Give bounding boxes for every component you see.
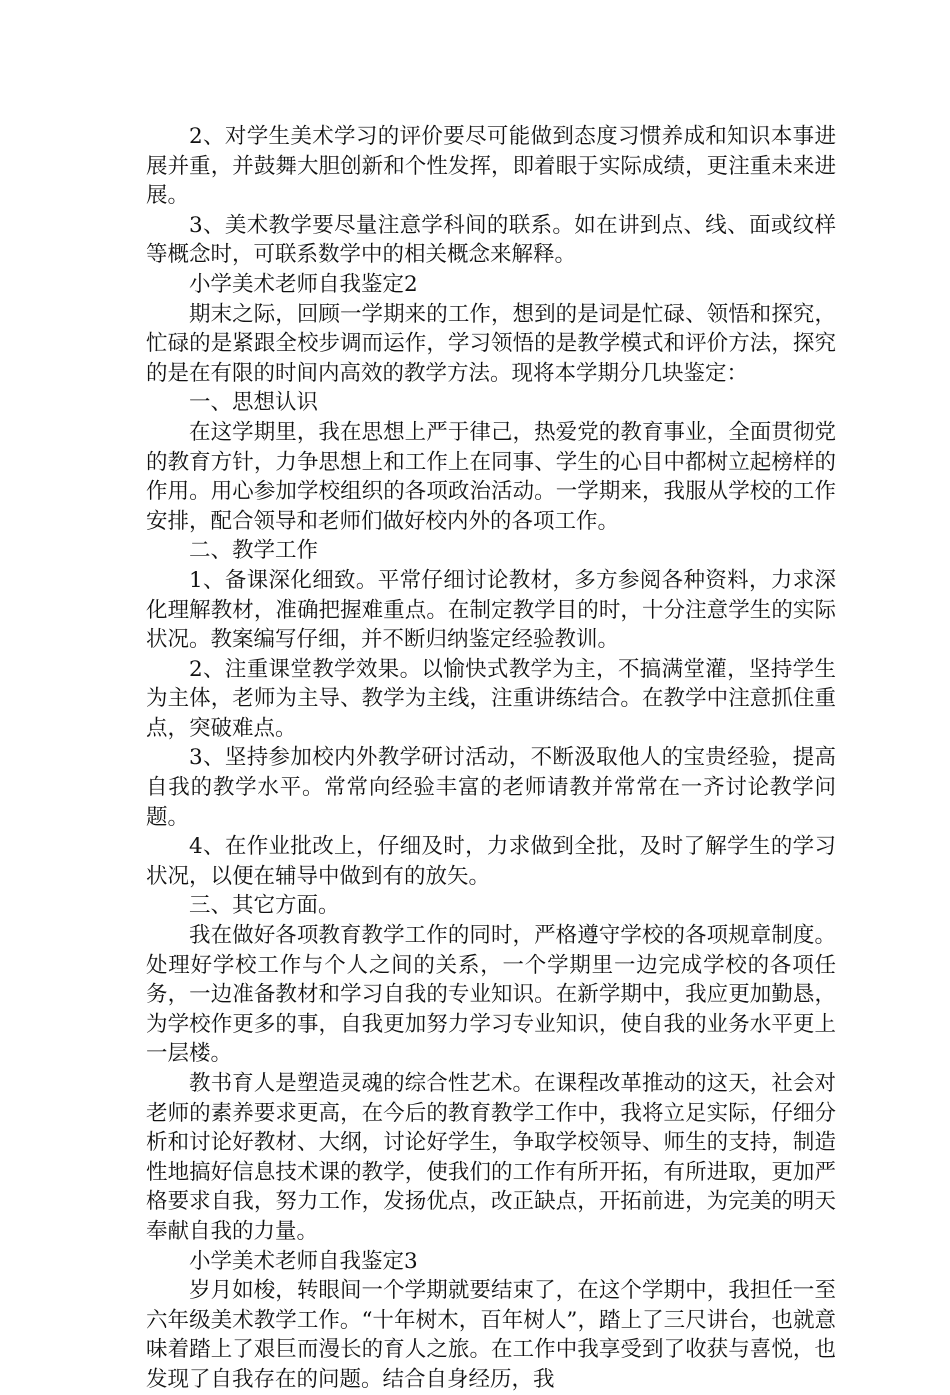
paragraph: 我在做好各项教育教学工作的同时，严格遵守学校的各项规章制度。处理好学校工作与个人之间的关系，一个学期里一边完成学校的各项任务，一边准备教材和学习自我的专业知识。在新学期中，我应更加勤恳，为学校作更多的事，自我更加努力学习专业知识，使自我的业务水平更上一层楼。	[146, 923, 836, 1067]
paragraph: 在这学期里，我在思想上严于律己，热爱党的教育事业，全面贯彻党的教育方针，力争思想上和工作上在同事、学生的心目中都树立起榜样的作用。用心参加学校组织的各项政治活动。一学期来，我服从学校的工作安排，配合领导和老师们做好校内外的各项工作。	[146, 419, 836, 534]
section-heading: 一、思想认识	[189, 390, 319, 416]
paragraph: 3、美术教学要尽量注意学科间的联系。如在讲到点、线、面或纹样等概念时，可联系数学中的相关概念来解释。	[146, 212, 836, 268]
paragraph: 2、对学生美术学习的评价要尽可能做到态度习惯养成和知识本事进展并重，并鼓舞大胆创新和个性发挥，即着眼于实际成绩，更注重未来进展。	[146, 124, 836, 209]
section-heading: 二、教学工作	[189, 538, 319, 564]
paragraph: 岁月如梭，转眼间一个学期就要结束了，在这个学期中，我担任一至六年级美术教学工作。“十年树木，百年树人”，踏上了三尺讲台，也就意味着踏上了艰巨而漫长的育人之旅。在工作中我享受到了收获与喜悦，也发现了自我存在的问题。结合自身经历，我	[146, 1278, 836, 1392]
document-body	[146, 122, 836, 1395]
paragraph: 4、在作业批改上，仔细及时，力求做到全批，及时了解学生的学习状况，以便在辅导中做到有的放矢。	[146, 834, 836, 889]
paragraph: 教书育人是塑造灵魂的综合性艺术。在课程改革推动的这天，社会对老师的素养要求更高，在今后的教育教学工作中，我将立足实际，仔细分析和讨论好教材、大纲，讨论好学生，争取学校领导、师生的支持，制造性地搞好信息技术课的教学，使我们的工作有所开拓，有所进取，更加严格要求自我，努力工作，发扬优点，改正缺点，开拓前进，为完美的明天奉献自我的力量。	[146, 1071, 836, 1244]
paragraph: 1、备课深化细致。平常仔细讨论教材，多方参阅各种资料，力求深化理解教材，准确把握难重点。在制定教学目的时，十分注意学生的实际状况。教案编写仔细，并不断归纳鉴定经验教训。	[146, 567, 836, 653]
paragraph: 2、注重课堂教学效果。以愉快式教学为主，不搞满堂灌，坚持学生为主体，老师为主导、教学为主线，注重讲练结合。在教学中注意抓住重点，突破难点。	[146, 656, 836, 741]
section-heading: 三、其它方面。	[189, 893, 340, 919]
paragraph: 期末之际，回顾一学期来的工作，想到的是词是忙碌、领悟和探究，忙碌的是紧跟全校步调而运作，学习领悟的是教学模式和评价方法，探究的是在有限的时间内高效的教学方法。现将本学期分几块鉴定：	[146, 301, 836, 386]
section-title: 小学美术老师自我鉴定3	[189, 1248, 418, 1274]
section-title: 小学美术老师自我鉴定2	[189, 271, 418, 297]
paragraph: 3、坚持参加校内外教学研讨活动，不断汲取他人的宝贵经验，提高自我的教学水平。常常向经验丰富的老师请教并常常在一齐讨论教学问题。	[146, 745, 836, 830]
